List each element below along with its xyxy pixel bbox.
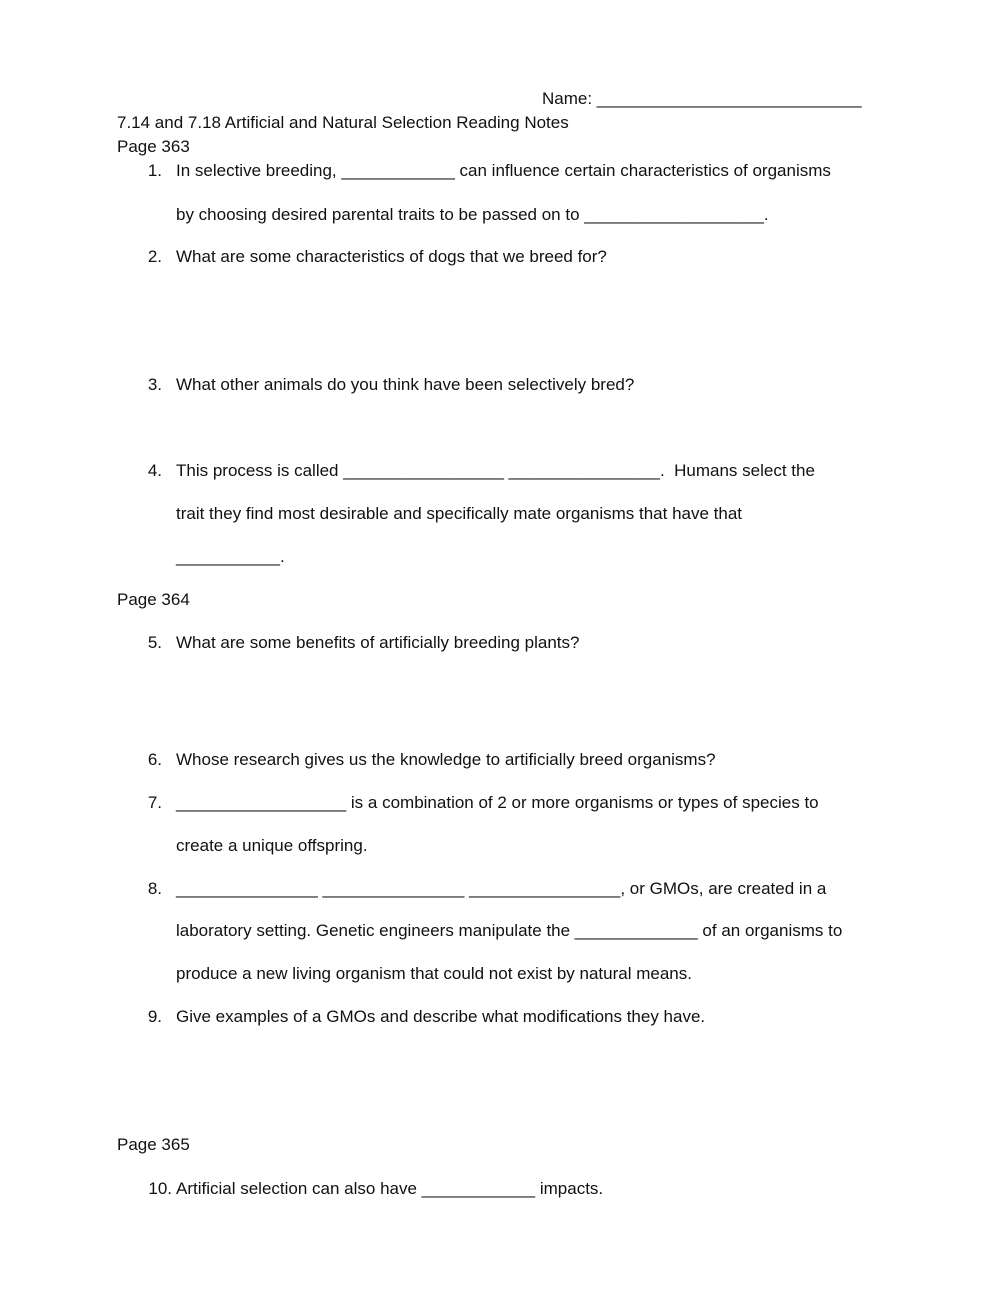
page-heading-363: Page 363	[117, 137, 190, 156]
question-number: 8.	[147, 879, 162, 898]
question-text: by choosing desired parental traits to be passed on to ___________________.	[176, 205, 769, 224]
question-text: produce a new living organism that could not exist by natural means.	[176, 964, 692, 983]
document-title: 7.14 and 7.18 Artificial and Natural Selection Reading Notes	[117, 113, 569, 132]
question-number: 9.	[147, 1007, 162, 1026]
page-heading-364: Page 364	[117, 590, 190, 609]
name-field-line: Name: ____________________________	[542, 89, 862, 108]
question-text: create a unique offspring.	[176, 836, 368, 855]
question-text: What are some characteristics of dogs that we breed for?	[176, 247, 607, 266]
question-number: 6.	[147, 750, 162, 769]
question-text: In selective breeding, ____________ can influence certain characteristics of organisms	[176, 161, 831, 180]
question-number: 1.	[147, 161, 162, 180]
question-number: 7.	[147, 793, 162, 812]
question-text: What other animals do you think have been selectively bred?	[176, 375, 635, 394]
question-text: laboratory setting. Genetic engineers manipulate the _____________ of an organisms to	[176, 921, 843, 940]
question-text: ___________.	[176, 547, 285, 566]
question-number: 3.	[147, 375, 162, 394]
question-number: 10.	[148, 1179, 172, 1198]
question-number: 5.	[147, 633, 162, 652]
question-text: This process is called _________________ ________________. Humans select the	[176, 461, 815, 480]
page-heading-365: Page 365	[117, 1135, 190, 1154]
question-text: __________________ is a combination of 2 or more organisms or types of species to	[176, 793, 819, 812]
question-number: 2.	[147, 247, 162, 266]
question-text: trait they find most desirable and specifically mate organisms that have that	[176, 504, 743, 523]
question-text: Whose research gives us the knowledge to artificially breed organisms?	[176, 750, 716, 769]
question-number: 4.	[147, 461, 162, 480]
question-text: Give examples of a GMOs and describe what modifications they have.	[176, 1007, 706, 1026]
question-text: What are some benefits of artificially breeding plants?	[176, 633, 580, 652]
question-text: _______________ _______________ ________________, or GMOs, are created in a	[176, 879, 827, 898]
question-text: Artificial selection can also have ____________ impacts.	[176, 1179, 604, 1198]
